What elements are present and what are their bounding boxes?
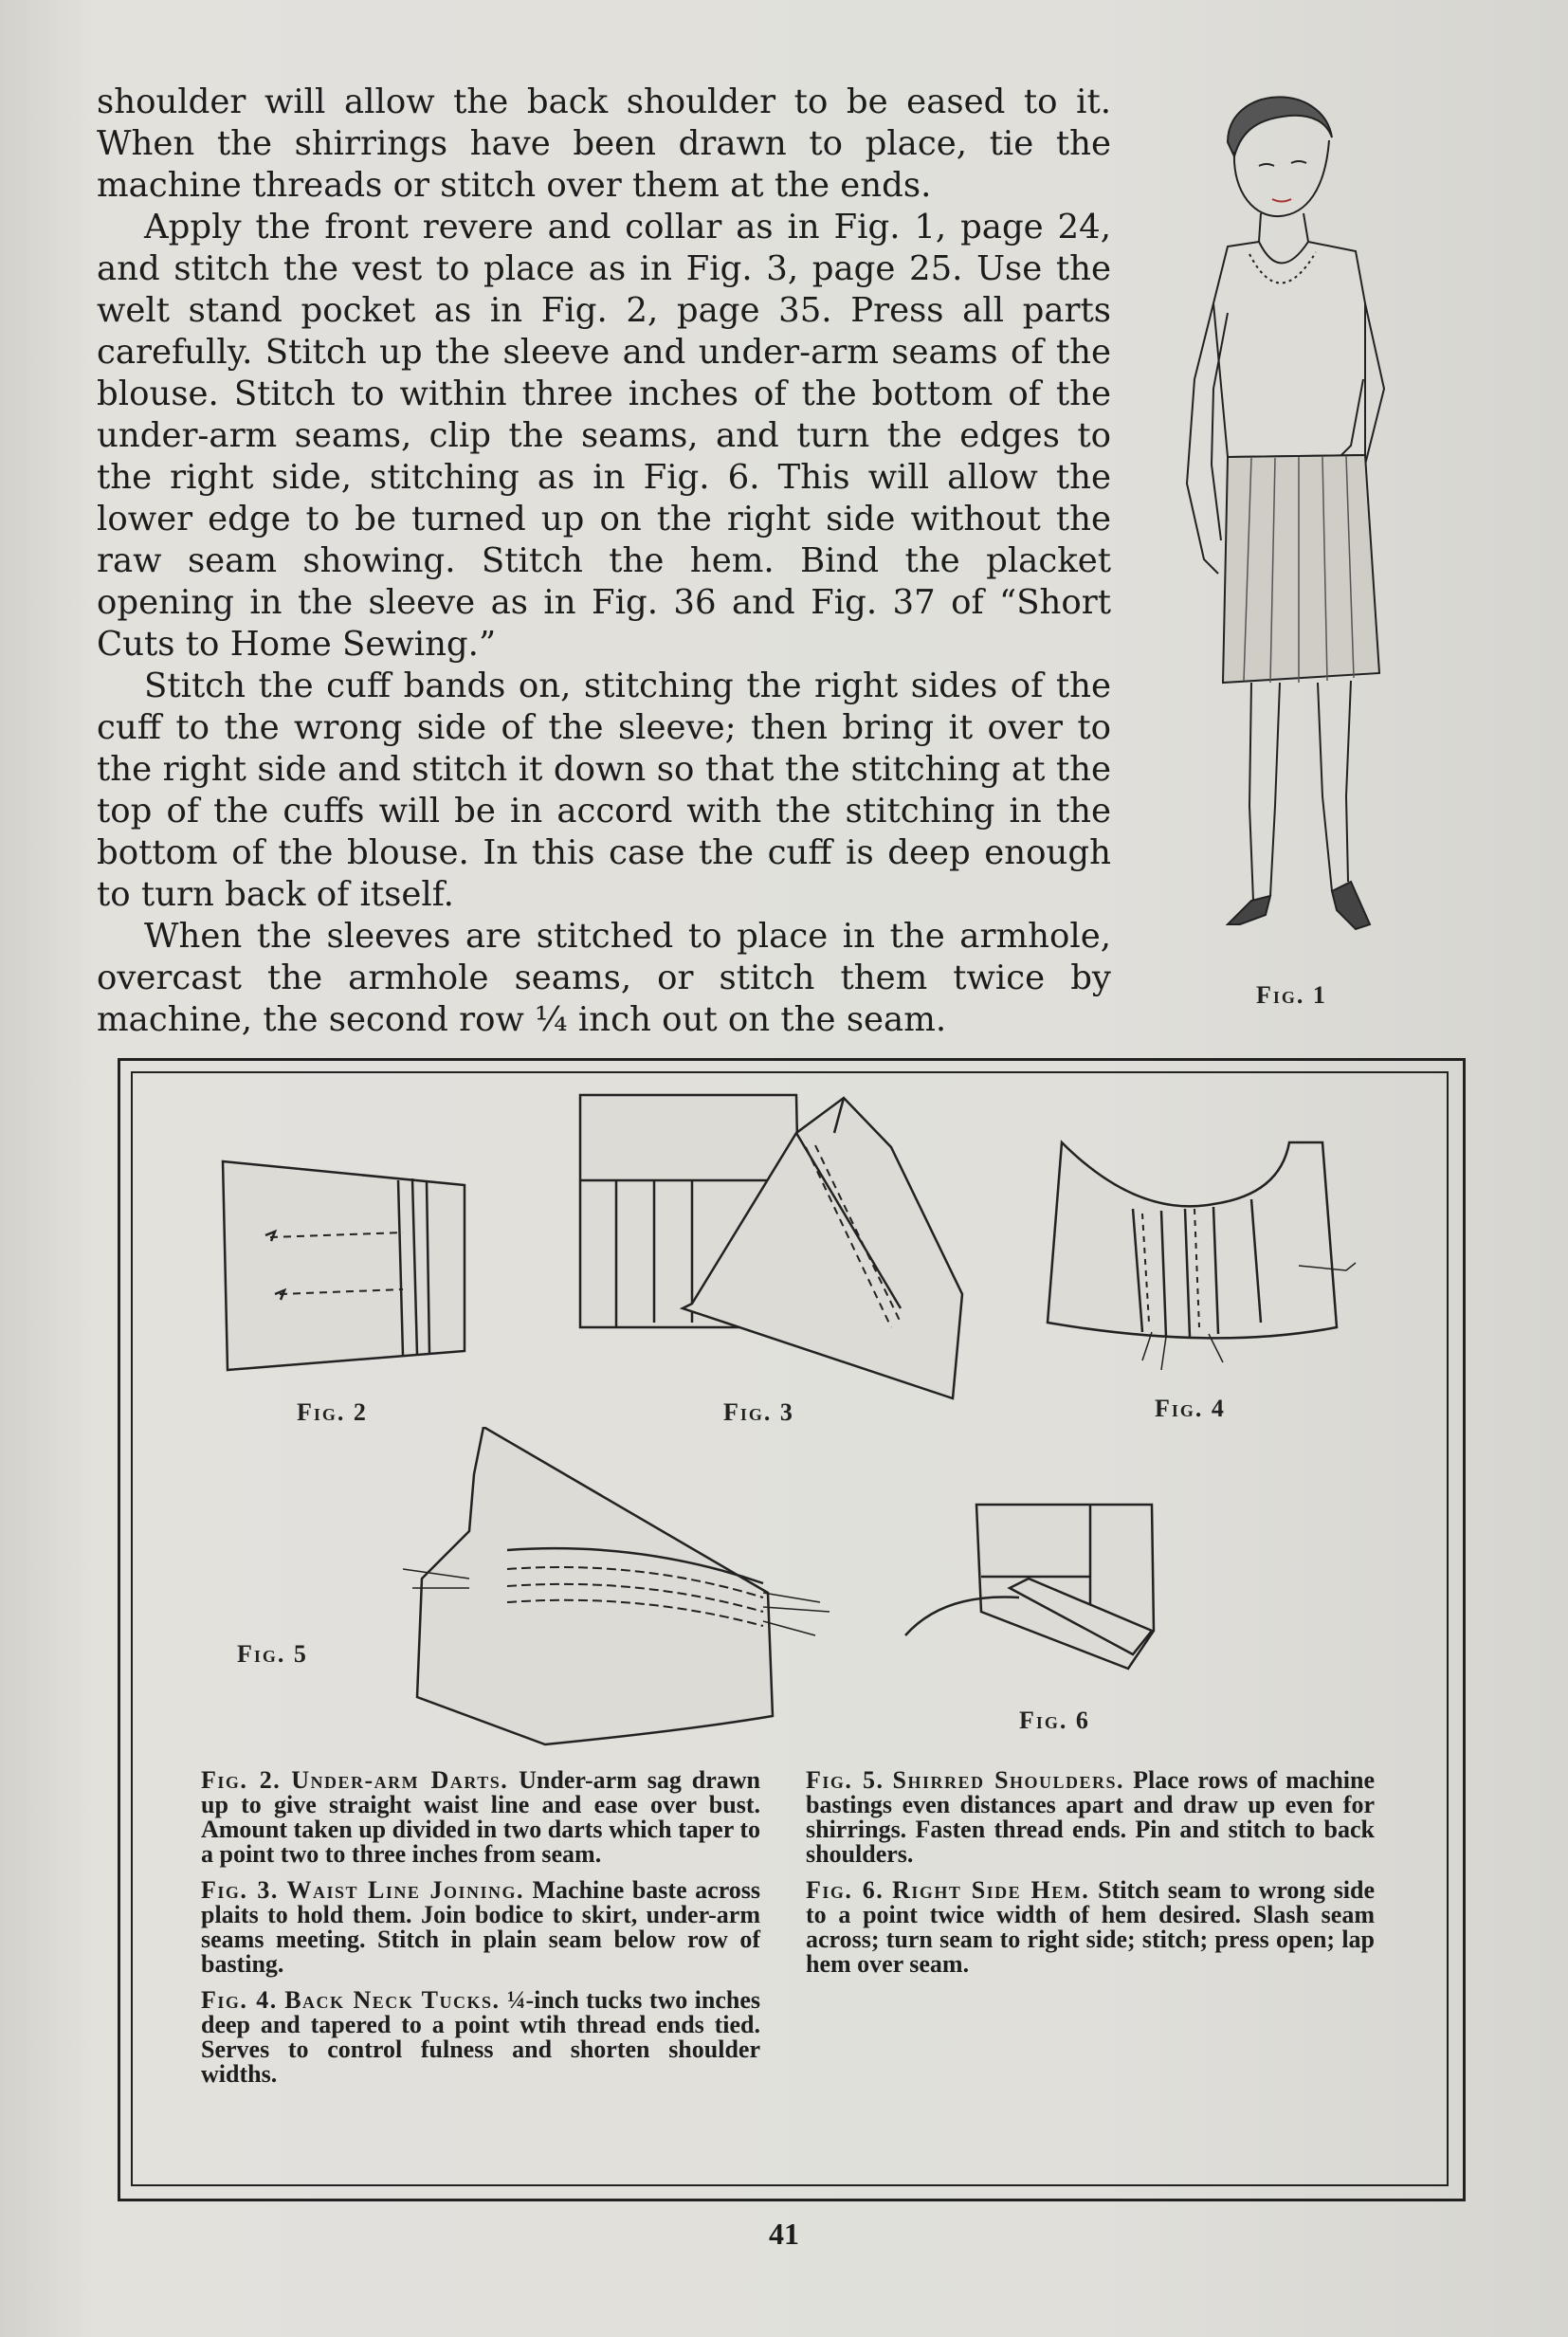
fig3-label: Fig. 3 (723, 1398, 794, 1426)
fig6-illustration (896, 1503, 1161, 1673)
fig4-illustration (1043, 1133, 1365, 1379)
fig4-label: Fig. 4 (1155, 1395, 1226, 1422)
fig5-illustration (403, 1427, 839, 1749)
paragraph-4: When the sleeves are stitched to place in the armhole, overcast the armhole seams, or stitch them twice by machine, the second row ¼ inch out on the seam. (97, 917, 1111, 1039)
fig1-label: Fig. 1 (1256, 981, 1327, 1009)
fig6-label: Fig. 6 (1019, 1707, 1090, 1734)
caption-fig3: Fig. 3. Waist Line Joining. Machine baste across plaits to hold them. Join bodice to skirt, under-arm seams meeting. Stitch in plain seam below row of basting. (201, 1876, 760, 1978)
paragraph-1: shoulder will allow the back shoulder to be eased to it. When the shirrings have been drawn to place, tie the machine threads or stitch over them at the ends. (97, 82, 1111, 205)
captions-left-column (201, 1768, 760, 2098)
paragraph-3: Stitch the cuff bands on, stitching the right sides of the cuff to the wrong side of the sleeve; then bring it over to the right side and stitch it down so that the stitching at the top of the cuffs will be in accord with the stitching in the bottom of the blouse. In this case the cuff is deep enough to turn back of itself. (97, 666, 1111, 914)
fig2-illustration (213, 1152, 479, 1384)
caption-fig2: Fig. 2. Under-arm Darts. Under-arm sag drawn up to give straight waist line and ease over bust. Amount taken up divided in two darts which taper to a point two to three inches from seam. (201, 1766, 761, 1868)
captions-right-column (806, 1768, 1375, 1988)
page-number: 41 (769, 2217, 799, 2251)
caption-fig5: Fig. 5. Shirred Shoulders. Place rows of machine bastings even distances apart and draw up even for shirrings. Fasten thread ends. Pin and stitch to back shoulders. (806, 1766, 1376, 1868)
fig3-illustration (578, 1090, 967, 1408)
caption-fig4: Fig. 4. Back Neck Tucks. ¼-inch tucks two inches deep and tapered to a point wtih thread ends tied. Serves to control fulness and shorten shoulder widths. (201, 1986, 761, 2088)
fig2-label: Fig. 2 (297, 1398, 368, 1426)
fig1-illustration (1138, 66, 1450, 977)
caption-fig6: Fig. 6. Right Side Hem. Stitch seam to wrong side to a point twice width of hem desired. Slash seam across; turn seam to right side; stitch; press open; lap hem over seam. (806, 1876, 1376, 1978)
paragraph-2: Apply the front revere and collar as in Fig. 1, page 24, and stitch the vest to place as in Fig. 3, page 25. Use the welt stand pocket as in Fig. 2, page 35. Press all parts carefully. Stitch up the sleeve and under-arm seams of the blouse. Stitch to within three inches of the bottom of the under-arm seams, clip the seams, and turn the edges to the right side, stitching as in Fig. 6. This will allow the lower edge to be turned up on the right side without the raw seam showing. Stitch the hem. Bind the placket opening in the sleeve as in Fig. 36 and Fig. 37 of “Short Cuts to Home Sewing.” (97, 208, 1111, 664)
fig5-label: Fig. 5 (237, 1640, 308, 1668)
body-text (97, 82, 1111, 1041)
